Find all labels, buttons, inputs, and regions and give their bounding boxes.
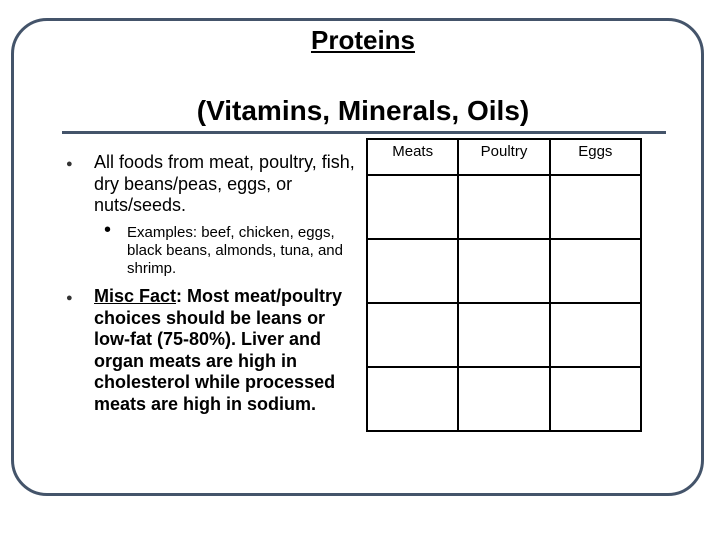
table-header-meats: Meats [367,139,458,175]
table-row [367,367,641,431]
table-cell [367,175,458,239]
bullet-marker-icon: ● [66,292,73,304]
bullet-1-text: All foods from meat, poultry, fish, dry beans/peas, eggs, or nuts/seeds. [94,152,355,215]
table-header-eggs: Eggs [550,139,641,175]
table-row [367,175,641,239]
table-cell [458,175,549,239]
slide-subtitle: (Vitamins, Minerals, Oils) [196,95,530,126]
table-cell [367,367,458,431]
table-cell [550,303,641,367]
bullet-2-text [94,286,349,415]
table-row [367,239,641,303]
sub-bullet-marker-icon: • [104,219,112,241]
bullet-marker-icon: ● [66,158,73,170]
table-header-row [367,139,641,175]
table-cell [458,239,549,303]
table-cell [550,175,641,239]
table-cell [367,239,458,303]
table-row [367,303,641,367]
slide-title: Proteins [310,25,416,55]
food-group-table [366,138,642,432]
table-cell [550,367,641,431]
table-cell [367,303,458,367]
table-cell [458,303,549,367]
table-cell [550,239,641,303]
table-header-poultry: Poultry [458,139,549,175]
table-cell [458,367,549,431]
misc-fact-label: Misc Fact [94,286,177,306]
title-divider [62,131,666,134]
misc-fact-body: Most meat/poultry choices should be leans or low-fat (75-80%). Liver and organ meats are high in cholesterol while processed meats are high in sodium. [94,286,343,414]
misc-fact-colon: : [176,286,183,306]
sub-bullet-1-text: Examples: beef, chicken, eggs, black beans, almonds, tuna, and shrimp. [127,224,343,277]
